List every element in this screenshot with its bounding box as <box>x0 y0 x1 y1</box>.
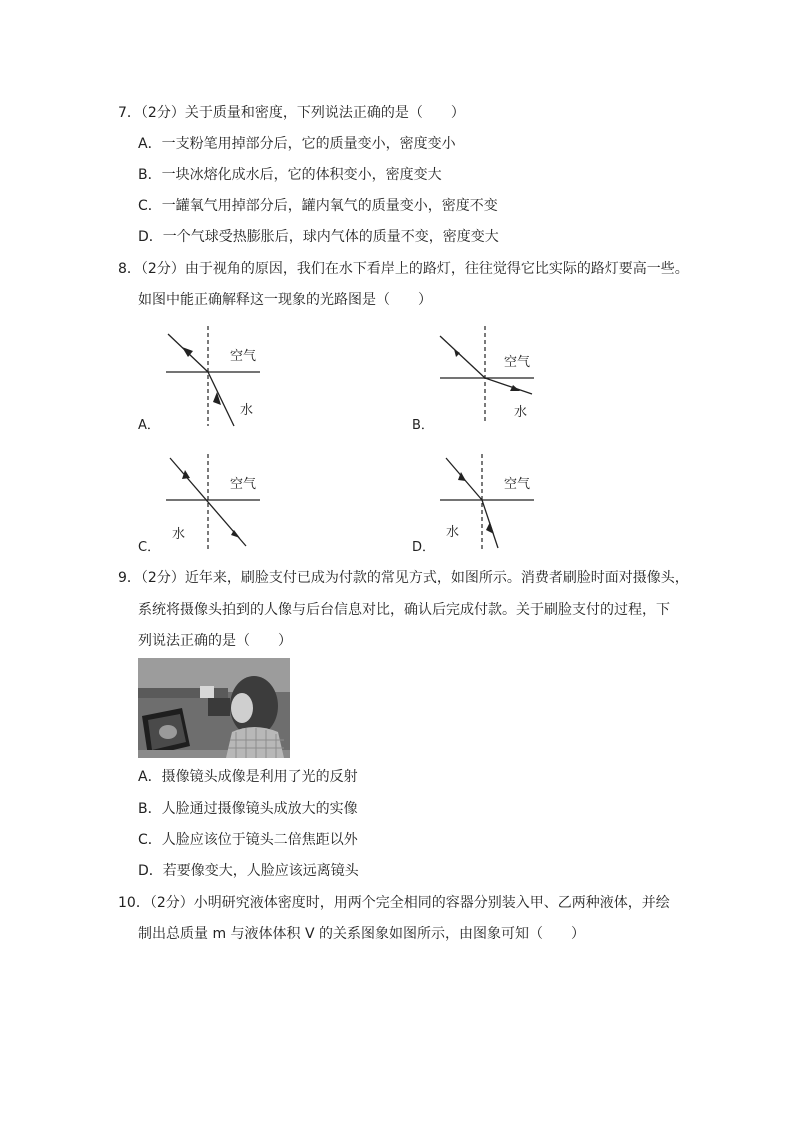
diagram-b-water-label: 水 <box>514 405 528 420</box>
diagram-a-letter: A． <box>138 418 160 433</box>
question-9-stem: 9．（2分）近年来，刷脸支付已成为付款的常见方式，如图所示。消费者刷脸时面对摄像头， <box>118 570 689 586</box>
question-7-stem: 7．（2分）关于质量和密度，下列说法正确的是（ ） <box>118 105 465 121</box>
diagram-b <box>412 322 552 434</box>
diagram-c-letter: C． <box>138 540 161 555</box>
diagram-d-letter: D． <box>412 540 436 555</box>
question-8-stem: 8．（2分）由于视角的原因，我们在水下看岸上的路灯，往往觉得它比实际的路灯要高一些。 <box>118 261 689 277</box>
question-9-stem-line2: 系统将摄像头拍到的人像与后台信息对比，确认后完成付款。关于刷脸支付的过程，下 <box>138 602 670 618</box>
question-8-stem-line2: 如图中能正确解释这一现象的光路图是（ ） <box>138 292 432 308</box>
question-7-option-a: A．一支粉笔用掉部分后，它的质量变小，密度变小 <box>138 136 456 152</box>
question-7-option-d: D．一个气球受热膨胀后，球内气体的质量不变，密度变大 <box>138 229 499 245</box>
diagram-c-air-label: 空气 <box>230 477 257 492</box>
face-payment-photo <box>138 658 290 758</box>
question-9-option-b: B．人脸通过摄像镜头成放大的实像 <box>138 801 358 817</box>
question-7-option-b: B．一块冰熔化成水后，它的体积变小，密度变大 <box>138 167 442 183</box>
diagram-c-water-label: 水 <box>172 527 186 542</box>
diagram-d-air-label: 空气 <box>504 477 531 492</box>
question-9-option-d: D．若要像变大，人脸应该远离镜头 <box>138 863 359 879</box>
diagram-a <box>138 322 278 434</box>
diagram-c <box>138 450 278 556</box>
question-7-option-c: C．一罐氧气用掉部分后，罐内氧气的质量变小，密度不变 <box>138 198 498 214</box>
question-10-stem: 10．（2分）小明研究液体密度时，用两个完全相同的容器分别装入甲、乙两种液体，并绘 <box>118 895 670 911</box>
question-9-option-a: A．摄像镜头成像是利用了光的反射 <box>138 769 358 785</box>
diagram-a-air-label: 空气 <box>230 349 257 364</box>
diagram-a-water-label: 水 <box>240 403 254 418</box>
question-9-option-c: C．人脸应该位于镜头二倍焦距以外 <box>138 832 358 848</box>
diagram-b-air-label: 空气 <box>504 355 531 370</box>
diagram-d-water-label: 水 <box>446 525 460 540</box>
diagram-b-letter: B． <box>412 418 434 433</box>
diagram-d <box>412 450 552 556</box>
question-9-stem-line3: 列说法正确的是（ ） <box>138 633 292 649</box>
question-10-stem-line2: 制出总质量 m 与液体体积 V 的关系图象如图所示，由图象可知（ ） <box>138 926 586 942</box>
